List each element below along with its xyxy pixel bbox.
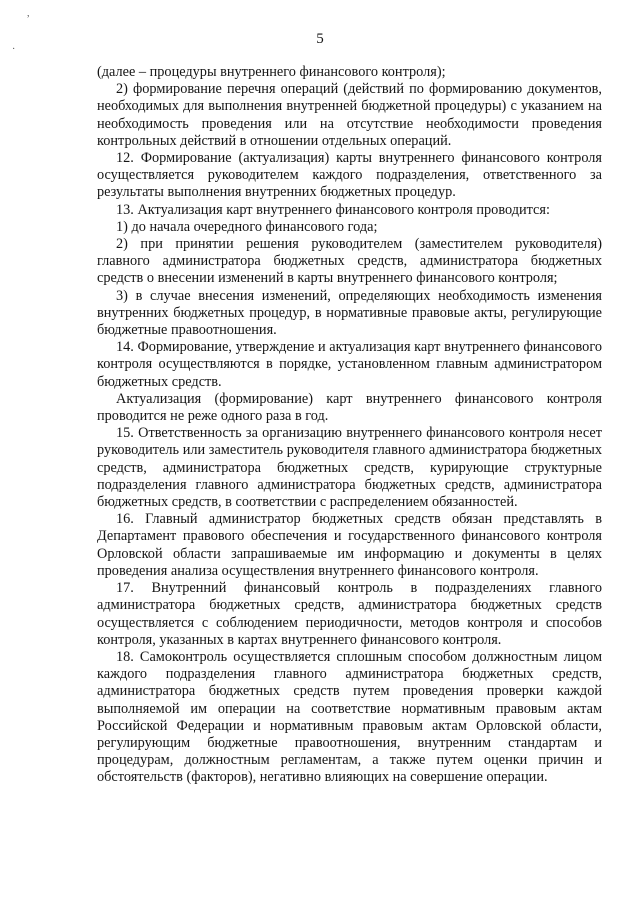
paragraph-13-subitem-3: 3) в случае внесения изменений, определяющих необходимость изменения внутренних бюджетных процедур, в нормативные правовые акты, регулирующие бюджетные правоотношения. (97, 287, 602, 339)
page-number: 5 (316, 31, 324, 47)
document-body (97, 64, 602, 787)
paragraph-subitem-2: 2) формирование перечня операций (действий по формированию документов, необходимых для выполнения внутренней бюджетной процедуры) с указанием на необходимость проведения или на отсутствие необходимости проведения контрольных действий в отношении отдельных операций. (97, 81, 602, 149)
paragraph-15: 15. Ответственность за организацию внутреннего финансового контроля несет руководитель или заместитель руководителя главного администратора бюджетных средств, администратора бюджетных средств, курирующие структурные подразделения главного администратора бюджетных средств, администратора бюджетных средств, в соответствии с распределением обязанностей. (97, 425, 602, 511)
paragraph-continuation: (далее – процедуры внутреннего финансового контроля); (97, 64, 446, 80)
paragraph-13: 13. Актуализация карт внутреннего финансового контроля проводится: (116, 201, 550, 218)
paragraph-17: 17. Внутренний финансовый контроль в подразделениях главного администратора бюджетных средств, администратора бюджетных средств осуществляется с соблюдением периодичности, методов контроля и способов контроля, указанных в картах внутреннего финансового контроля. (97, 580, 602, 648)
paragraph-14: 14. Формирование, утверждение и актуализация карт внутреннего финансового контроля осуществляются в порядке, установленном главным администратором бюджетных средств. (97, 339, 602, 390)
paragraph-13-subitem-1: 1) до начала очередного финансового года; (116, 218, 378, 235)
scan-artifact-mark: , (27, 8, 30, 19)
paragraph-12: 12. Формирование (актуализация) карты внутреннего финансового контроля осуществляется руководителем каждого подразделения, ответственного за результаты выполнения внутренних бюджетных процедур. (97, 150, 602, 201)
paragraph-13-subitem-2: 2) при принятии решения руководителем (заместителем руководителя) главного администратора бюджетных средств, администратора бюджетных средств о внесении изменений в карты внутреннего финансового контроля; (97, 236, 602, 287)
paragraph-18: 18. Самоконтроль осуществляется сплошным способом должностным лицом каждого подразделения главного администратора бюджетных средств, администратора бюджетных средств путем проведения проверки каждой выполняемой им операции на соответствие нормативным правовым актам Российской Федерации и нормативным правовым актам Орловской области, регулирующим бюджетные правоотношения, внутренним стандартам и процедурам, должностным регламентам, а также путем оценки причин и обстоятельств (факторов), негативно влияющих на совершение операции. (97, 648, 602, 786)
scan-artifact-mark: · (12, 44, 16, 55)
paragraph-14-continuation: Актуализация (формирование) карт внутреннего финансового контроля проводится не реже одного раза в год. (97, 390, 602, 425)
paragraph-16: 16. Главный администратор бюджетных средств обязан представлять в Департамент правового обеспечения и государственного финансового контроля Орловской области запрашиваемые им информацию и документы в целях проведения анализа осуществления внутреннего финансового контроля. (97, 511, 602, 579)
